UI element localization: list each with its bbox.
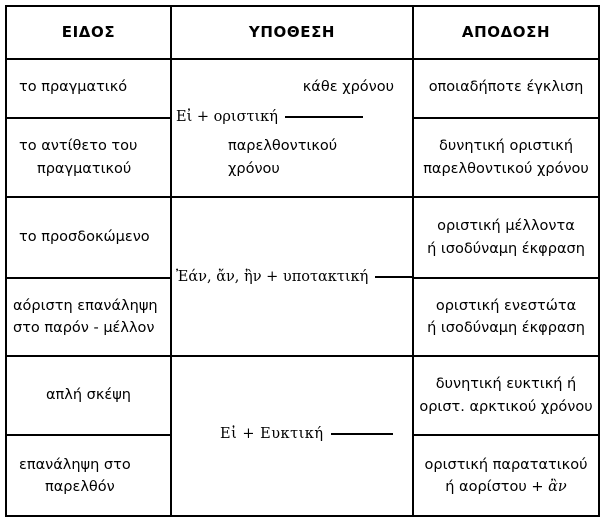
- cell-apodosi-r3-l2: ή ισοδύναμη έκφραση: [427, 240, 585, 257]
- cell-eidos-r2-l2: πραγματικού: [37, 160, 132, 177]
- header-label-apodosi: ΑΠΟΔΟΣΗ: [461, 22, 551, 41]
- protasis-rule-3: [331, 433, 393, 435]
- header-cell-apodosi: [414, 7, 598, 58]
- cell-apodosi-r6-l2-text: ή αορίστου +: [445, 479, 549, 495]
- protasis-label-2: [172, 264, 412, 290]
- cell-apodosi-r1-text: οποιαδήποτε έγκλιση: [428, 79, 584, 96]
- conditionals-table: [5, 5, 600, 517]
- cell-apodosi-r1: [414, 58, 598, 117]
- cell-eidos-r4-l2: στο παρόν - μέλλον: [13, 320, 155, 336]
- cell-apodosi-r2-l2: παρελθοντικού χρόνου: [423, 160, 589, 177]
- protasis-rule-2: [375, 276, 412, 278]
- cell-ypothesi-r2: [172, 119, 412, 196]
- table-row: [7, 357, 170, 434]
- protasis-label-1-text: Εἰ + οριστική: [172, 109, 283, 125]
- table-row: [7, 436, 170, 516]
- cell-eidos-r1: το πραγματικό: [19, 79, 128, 96]
- header-label-ypothesi: ΥΠΟΘΕΣΗ: [248, 22, 336, 41]
- protasis-label-2-text: Ἐάν, ἄν, ἢν + υποτακτική: [172, 269, 373, 285]
- cell-apodosi-r6-an: ἂν: [548, 479, 567, 495]
- cell-ypothesi-r2-l1: παρελθοντικού: [228, 138, 338, 155]
- cell-ypothesi-r2-l2: χρόνου: [228, 160, 280, 177]
- cell-eidos-r6-l2: παρελθόν: [45, 479, 115, 495]
- cell-apodosi-r6-l1: οριστική παρατατικού: [424, 456, 588, 473]
- cell-eidos-r2-l1: το αντίθετο του: [19, 138, 138, 155]
- cell-apodosi-r5-l2: οριστ. αρκτικού χρόνου: [419, 398, 593, 415]
- protasis-label-3: [172, 421, 412, 447]
- table-row: [7, 198, 170, 277]
- cell-eidos-r4-l1: αόριστη επανάληψη: [13, 297, 158, 314]
- table-row: [7, 279, 170, 355]
- cell-apodosi-r5-l1: δυνητική ευκτική ή: [435, 376, 577, 393]
- cell-apodosi-r6: [414, 436, 598, 516]
- cell-apodosi-r5: [414, 357, 598, 434]
- header-cell-eidos: [7, 7, 170, 58]
- cell-apodosi-r2-l1: δυνητική οριστική: [438, 138, 574, 155]
- header-label-eidos: ΕΙΔΟΣ: [61, 22, 116, 41]
- cell-apodosi-r4: [414, 279, 598, 355]
- cell-apodosi-r3-l1: οριστική μέλλοντα: [437, 218, 575, 235]
- cell-apodosi-r2: [414, 119, 598, 196]
- cell-eidos-r6-l1: επανάληψη στο: [19, 456, 131, 473]
- header-cell-ypothesi: [172, 7, 412, 58]
- cell-apodosi-r4-l1: οριστική ενεστώτα: [435, 297, 577, 314]
- cell-apodosi-r4-l2: ή ισοδύναμη έκφραση: [427, 320, 585, 336]
- cell-ypothesi-r1-text: κάθε χρόνου: [302, 79, 394, 96]
- table-row: [7, 58, 170, 117]
- cell-eidos-r3: το προσδοκώμενο: [19, 229, 150, 246]
- table-row: [7, 119, 170, 196]
- cell-eidos-r5: απλή σκέψη: [46, 387, 131, 404]
- cell-apodosi-r6-l2: [445, 476, 567, 498]
- protasis-label-3-text: Εἰ + Ευκτική: [216, 426, 329, 442]
- cell-ypothesi-r1: [172, 58, 412, 117]
- cell-apodosi-r3: [414, 198, 598, 277]
